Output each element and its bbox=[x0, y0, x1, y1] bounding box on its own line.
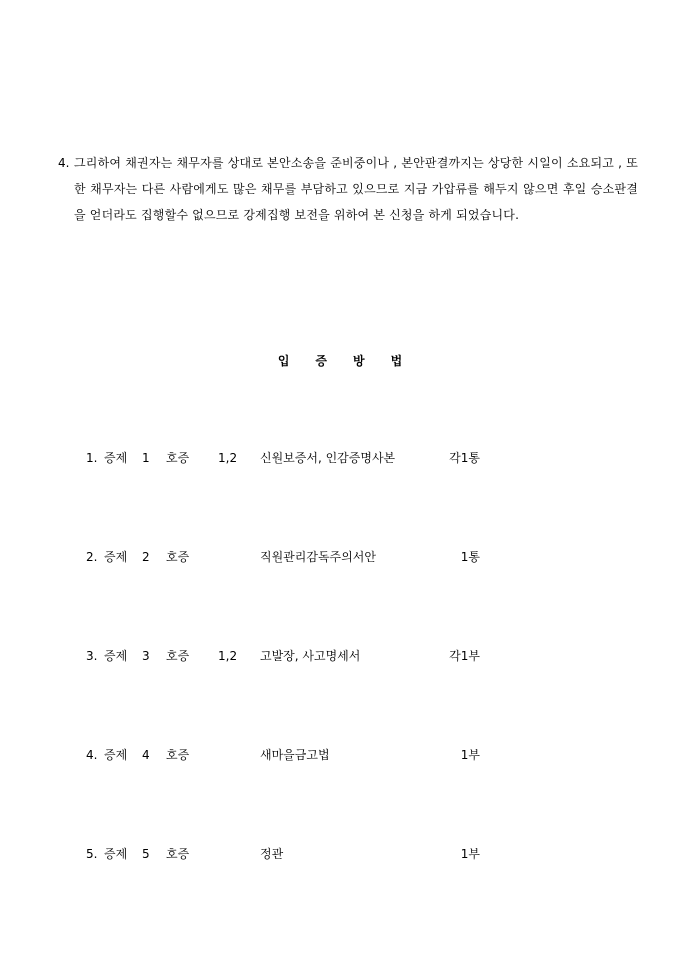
evidence-number: 5. bbox=[86, 847, 98, 861]
evidence-label: 증제 bbox=[104, 847, 128, 861]
evidence-item-4 bbox=[0, 745, 680, 765]
evidence-description: 신원보증서, 인감증명사본 bbox=[260, 451, 396, 465]
evidence-suffix: 호증 bbox=[166, 847, 190, 861]
evidence-sub: 1,2 bbox=[218, 649, 238, 663]
paragraph-number: 4. bbox=[58, 156, 70, 170]
evidence-item-3 bbox=[0, 646, 680, 666]
evidence-description: 직원관리감독주의서안 bbox=[260, 550, 376, 564]
evidence-number: 2. bbox=[86, 550, 98, 564]
evidence-sub: 1,2 bbox=[218, 451, 238, 465]
evidence-no: 4 bbox=[142, 748, 150, 762]
evidence-label: 증제 bbox=[104, 451, 128, 465]
section-heading: 입증방법 bbox=[277, 354, 429, 368]
evidence-suffix: 호증 bbox=[166, 649, 190, 663]
evidence-description: 새마을금고법 bbox=[260, 748, 330, 762]
evidence-item-2 bbox=[0, 547, 680, 567]
evidence-description: 정관 bbox=[260, 847, 284, 861]
evidence-description: 고발장, 사고명세서 bbox=[260, 649, 361, 663]
evidence-no: 5 bbox=[142, 847, 150, 861]
evidence-number: 4. bbox=[86, 748, 98, 762]
paragraph-text: 그리하여 채권자는 채무자를 상대로 본안소송을 준비중이나 , 본안판결까지는 상당한 시일이 소요되고 , 또한 채무자는 다른 사람에게도 많은 채무를 부담하고 있으므로 지금 가압류를 해두지 않으면 후일 승소판결을 얻더라도 집행할수 없으므로 강제집행 보전을 위하여 본 신청을 하게 되었습니다. bbox=[74, 156, 638, 222]
evidence-label: 증제 bbox=[104, 649, 128, 663]
evidence-number: 1. bbox=[86, 451, 98, 465]
paragraph-4 bbox=[58, 150, 638, 228]
evidence-suffix: 호증 bbox=[166, 451, 190, 465]
evidence-quantity: 각1부 bbox=[449, 649, 480, 663]
evidence-item-5 bbox=[0, 844, 680, 864]
evidence-suffix: 호증 bbox=[166, 550, 190, 564]
evidence-no: 3 bbox=[142, 649, 150, 663]
evidence-quantity: 1부 bbox=[460, 847, 480, 861]
evidence-no: 1 bbox=[142, 451, 150, 465]
evidence-number: 3. bbox=[86, 649, 98, 663]
evidence-no: 2 bbox=[142, 550, 150, 564]
evidence-quantity: 각1통 bbox=[449, 451, 480, 465]
evidence-item-1 bbox=[0, 448, 680, 468]
evidence-label: 증제 bbox=[104, 550, 128, 564]
evidence-quantity: 1통 bbox=[460, 550, 480, 564]
evidence-quantity: 1부 bbox=[460, 748, 480, 762]
evidence-suffix: 호증 bbox=[166, 748, 190, 762]
evidence-label: 증제 bbox=[104, 748, 128, 762]
